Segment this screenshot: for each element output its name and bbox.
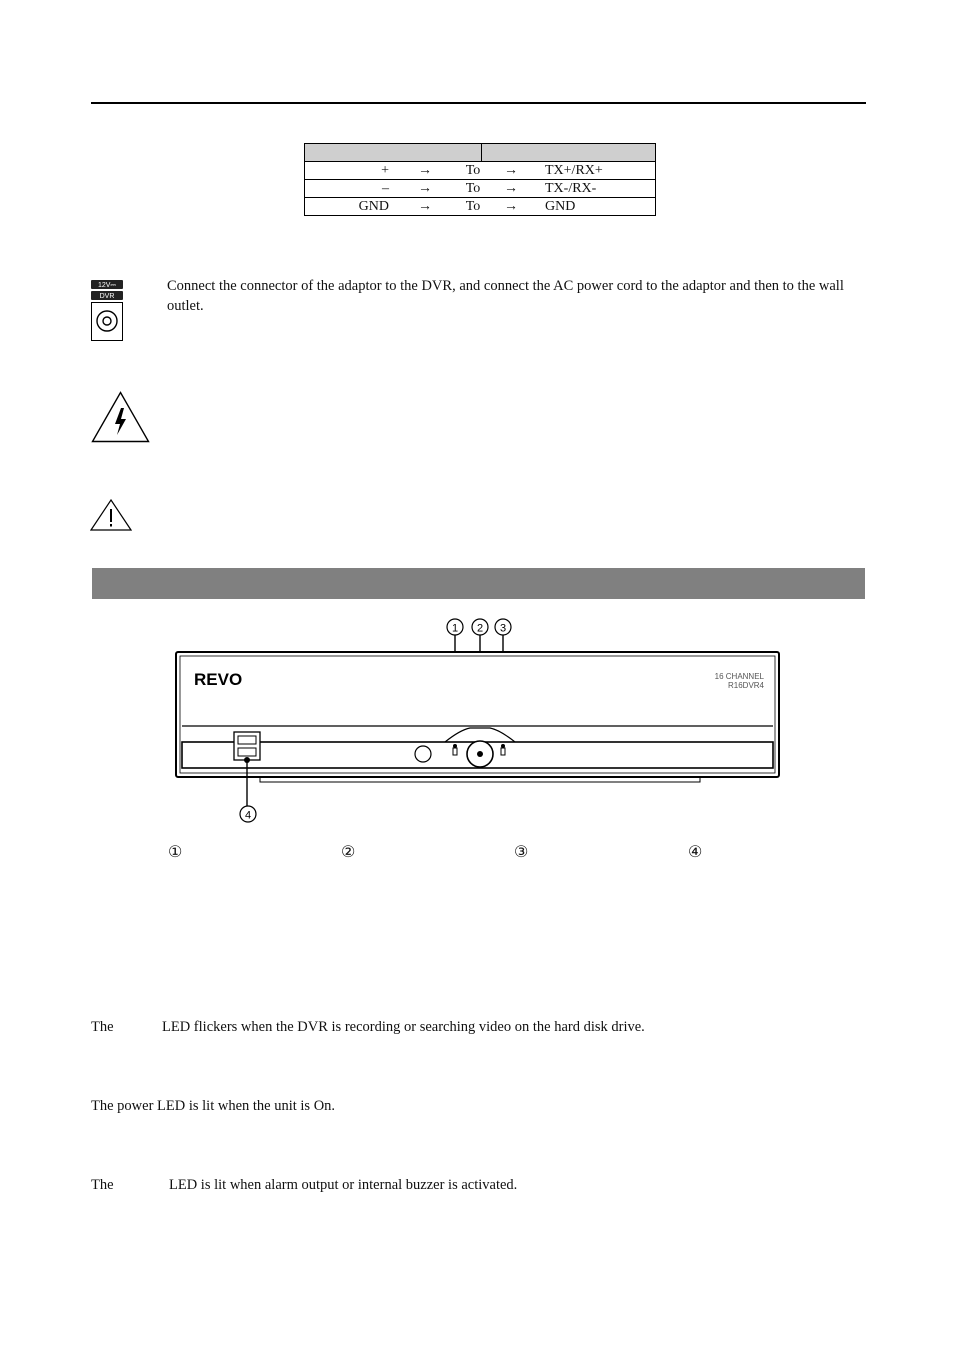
power-connection-text: Connect the connector of the adaptor to the DVR, and connect the AC power cord to the adaptor and then to the wall outlet. (167, 278, 844, 314)
table-cell: To (465, 199, 481, 214)
model-line-1: 16 CHANNEL (714, 672, 764, 681)
wiring-table (304, 143, 656, 216)
svg-text:3: 3 (499, 622, 507, 635)
brand-logo-text: REVO (194, 670, 243, 689)
legend-number-3: ③ (514, 844, 529, 861)
power-icon-dvr-label: DVR (99, 293, 115, 300)
header-rule (91, 102, 866, 104)
model-line-2: R16DVR4 (727, 681, 764, 690)
callout-3 (495, 619, 511, 635)
electric-shock-warning-icon (91, 391, 150, 443)
hdd-led-icon (453, 748, 457, 755)
table-header-cell (305, 144, 482, 162)
table-cell: To (465, 181, 481, 196)
arrow-icon: → (418, 199, 432, 214)
svg-text:2: 2 (476, 622, 484, 635)
wiring-table-header (305, 144, 656, 162)
arrow-icon: → (504, 181, 518, 196)
arrow-icon: → (418, 181, 432, 196)
hdd-led-the: The (91, 1019, 114, 1035)
front-panel-diagram (170, 612, 785, 827)
power-connector-icon (91, 280, 123, 341)
svg-text:4: 4 (244, 809, 252, 822)
hdd-led-description: LED flickers when the DVR is recording or searching video on the hard disk drive. (162, 1019, 645, 1035)
table-cell: GND (545, 199, 576, 214)
arrow-icon: → (504, 199, 518, 214)
power-led-description: The power LED is lit when the unit is On. (91, 1098, 336, 1114)
alarm-led-description: LED is lit when alarm output or internal buzzer is activated. (169, 1177, 518, 1193)
caution-icon (90, 499, 132, 531)
arrow-icon: → (418, 163, 432, 178)
table-cell: GND (358, 199, 389, 214)
alarm-led-the: The (91, 1177, 114, 1193)
table-cell: – (382, 181, 389, 196)
table-header-cell (482, 144, 656, 162)
table-row (305, 198, 656, 216)
svg-text:1: 1 (451, 622, 459, 635)
table-cell: + (381, 163, 389, 178)
table-cell: TX-/RX- (545, 181, 597, 196)
legend-number-2: ② (341, 844, 356, 861)
alarm-led-icon (501, 748, 505, 755)
callout-4 (240, 806, 256, 822)
ir-receiver-icon (415, 746, 431, 762)
legend-number-1: ① (168, 844, 183, 861)
arrow-icon: → (504, 163, 518, 178)
table-row (305, 162, 656, 180)
power-icon-voltage-label: 12V⎓ (97, 282, 117, 289)
callout-2 (472, 619, 488, 635)
section-header-bar (92, 568, 865, 599)
table-cell: TX+/RX+ (545, 163, 603, 178)
callout-1 (447, 619, 463, 635)
table-cell: To (465, 163, 481, 178)
table-row (305, 180, 656, 198)
legend-number-4: ④ (688, 844, 703, 861)
